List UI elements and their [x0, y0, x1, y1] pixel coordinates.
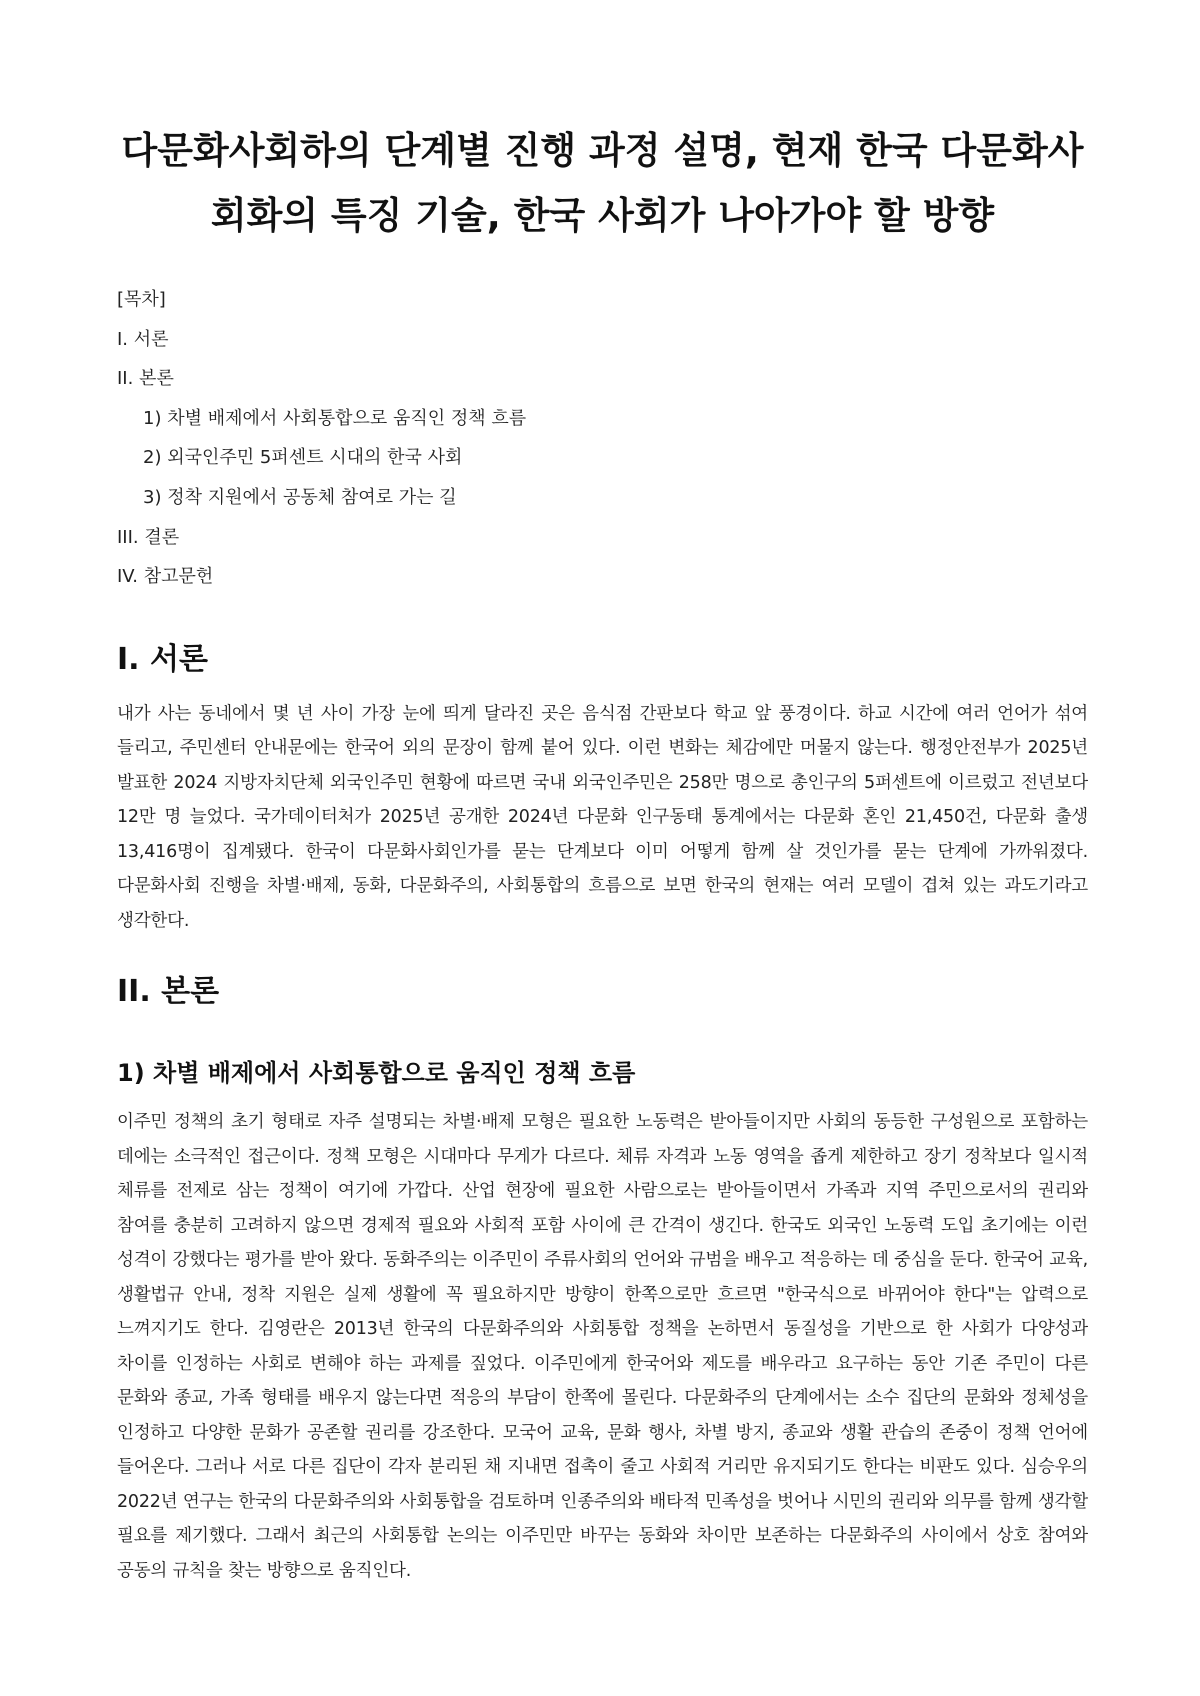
toc-item: III. 결론 [117, 526, 180, 548]
toc-item: IV. 참고문헌 [117, 566, 214, 588]
toc-label: [목차] [117, 289, 166, 310]
section-heading-body: II. 본론 [117, 974, 220, 1010]
toc-subitem: 2) 외국인주민 5퍼센트 시대의 한국 사회 [143, 447, 463, 469]
section-heading-introduction: I. 서론 [117, 641, 208, 677]
subsection-heading-policy-flow: 1) 차별 배제에서 사회통합으로 움직인 정책 흐름 [117, 1059, 636, 1088]
table-of-contents [117, 280, 1088, 597]
document-title: 다문화사회하의 단계별 진행 과정 설명, 현재 한국 다문화사회화의 특징 기술, 한국 사회가 나아가야 할 방향 [121, 129, 1084, 237]
toc-subitem: 3) 정착 지원에서 공동체 참여로 가는 길 [143, 486, 457, 508]
introduction-paragraph: 내가 사는 동네에서 몇 년 사이 가장 눈에 띄게 달라진 곳은 음식점 간판보다 학교 앞 풍경이다. 하교 시간에 여러 언어가 섞여 들리고, 주민센터 안내문에는 한국어 외의 문장이 함께 붙어 있다. 이런 변화는 체감에만 머물지 않는다. 행정안전부가 2025년 발표한 2024 지방자치단체 외국인주민 현황에 따르면 국내 외국인주민은 258만 명으로 총인구의 5퍼센트에 이르렀고 전년보다 12만 명 늘었다. 국가데이터처가 2025년 공개한 2024년 다문화 인구동태 통계에서는 다문화 혼인 21,450건, 다문화 출생 13,416명이 집계됐다. 한국이 다문화사회인가를 묻는 단계보다 이미 어떻게 함께 살 것인가를 묻는 단계에 가까워졌다. 다문화사회 진행을 차별·배제, 동화, 다문화주의, 사회통합의 흐름으로 보면 한국의 현재는 여러 모델이 겹쳐 있는 과도기라고 생각한다. [117, 703, 1088, 931]
policy-flow-paragraph: 이주민 정책의 초기 형태로 자주 설명되는 차별·배제 모형은 필요한 노동력은 받아들이지만 사회의 동등한 구성원으로 포함하는 데에는 소극적인 접근이다. 정책 모형은 시대마다 무게가 다르다. 체류 자격과 노동 영역을 좁게 제한하고 장기 정착보다 일시적 체류를 전제로 삼는 정책이 여기에 가깝다. 산업 현장에 필요한 사람으로는 받아들이면서 가족과 지역 주민으로서의 권리와 참여를 충분히 고려하지 않으면 경제적 필요와 사회적 포함 사이에 큰 간격이 생긴다. 한국도 외국인 노동력 도입 초기에는 이런 성격이 강했다는 평가를 받아 왔다. 동화주의는 이주민이 주류사회의 언어와 규범을 배우고 적응하는 데 중심을 둔다. 한국어 교육, 생활법규 안내, 정착 지원은 실제 생활에 꼭 필요하지만 방향이 한쪽으로만 흐르면 "한국식으로 바뀌어야 한다"는 압력으로 느껴지기도 한다. 김영란은 2013년 한국의 다문화주의와 사회통합 정책을 논하면서 동질성을 기반으로 한 사회가 다양성과 차이를 인정하는 사회로 변해야 하는 과제를 짚었다. 이주민에게 한국어와 제도를 배우라고 요구하는 동안 기존 주민이 다른 문화와 종교, 가족 형태를 배우지 않는다면 적응의 부담이 한쪽에 몰린다. 다문화주의 단계에서는 소수 집단의 문화와 정체성을 인정하고 다양한 문화가 공존할 권리를 강조한다. 모국어 교육, 문화 행사, 차별 방지, 종교와 생활 관습의 존중이 정책 언어에 들어온다. 그러나 서로 다른 집단이 각자 분리된 채 지내면 접촉이 줄고 사회적 거리만 유지되기도 한다는 비판도 있다. 심승우의 2022년 연구는 한국의 다문화주의와 사회통합을 검토하며 인종주의와 배타적 민족성을 벗어나 시민의 권리와 의무를 함께 생각할 필요를 제기했다. 그래서 최근의 사회통합 논의는 이주민만 바꾸는 동화와 차이만 보존하는 다문화주의 사이에서 상호 참여와 공동의 규칙을 찾는 방향으로 움직인다. [117, 1112, 1088, 1581]
toc-item: II. 본론 [117, 368, 174, 390]
toc-subitem: 1) 차별 배제에서 사회통합으로 움직인 정책 흐름 [143, 407, 527, 429]
toc-item: I. 서론 [117, 328, 169, 350]
